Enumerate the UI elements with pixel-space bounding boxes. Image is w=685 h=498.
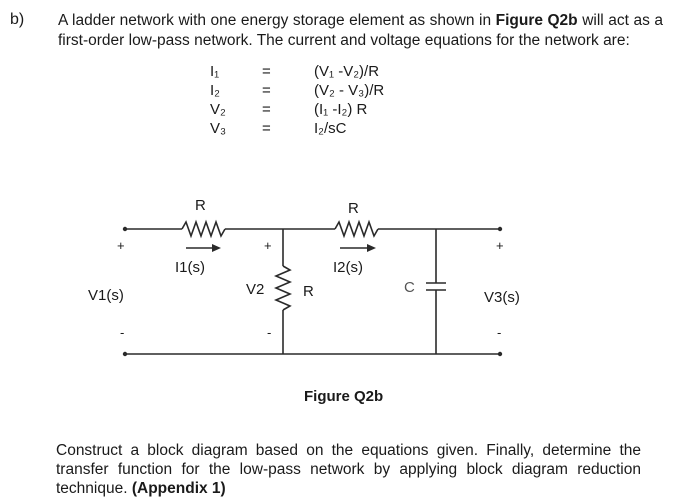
label-r2: R [348,200,359,217]
label-v3: V3(s) [484,289,520,306]
question-label: b) [10,11,25,28]
equation-rhs: (V₂ - V₃)/R [314,82,385,99]
equals-sign: = [262,120,271,137]
resistor-r2-symbol [335,222,378,236]
equation-rhs: I₂/sC [314,120,347,137]
equation-lhs: V₂ [210,101,226,118]
terminal-node [498,352,502,356]
label-i1: I1(s) [175,259,205,276]
label-r-shunt: R [303,283,314,300]
minus-sign-v3: - [497,325,502,340]
minus-sign-v2: - [267,325,272,340]
figure-reference: Figure Q2b [495,12,578,29]
equation-lhs: I₂ [210,82,220,99]
label-i2: I2(s) [333,259,363,276]
equals-sign: = [262,63,271,80]
terminal-node [123,352,127,356]
equation-lhs: I₁ [210,63,220,80]
arrowhead-i2 [367,244,376,252]
task-instructions [56,441,641,498]
equation-rhs: (I₁ -I₂) R [314,101,368,118]
equation-rhs: (V₁ -V₂)/R [314,63,380,80]
plus-sign-v1: + [117,238,125,253]
label-v1: V1(s) [88,287,124,304]
label-v2: V2 [246,281,265,298]
minus-sign-v1: - [120,325,125,340]
equals-sign: = [262,101,271,118]
task-text: Construct a block diagram based on the equations given. Finally, determine the transfer function for the low-pass network by applying block diagram reduction technique. [56,442,641,497]
equals-sign: = [262,82,271,99]
figure-caption: Figure Q2b [304,388,384,405]
terminal-node [498,227,502,231]
plus-sign-v3: + [496,238,504,253]
intro-text-after: will act as a first-order low-pass network. The current and voltage equations for the network are: [58,12,663,49]
label-capacitor: C [404,279,415,296]
arrowhead-i1 [212,244,221,252]
appendix-reference: (Appendix 1) [131,480,226,497]
resistor-r1-symbol [182,222,225,236]
equation-lhs: V₃ [210,120,227,137]
resistor-shunt-symbol [276,266,290,310]
terminal-node [123,227,127,231]
plus-sign-v2: + [264,238,272,253]
intro-text-before: A ladder network with one energy storage element as shown in [58,12,496,29]
label-r1: R [195,197,206,214]
